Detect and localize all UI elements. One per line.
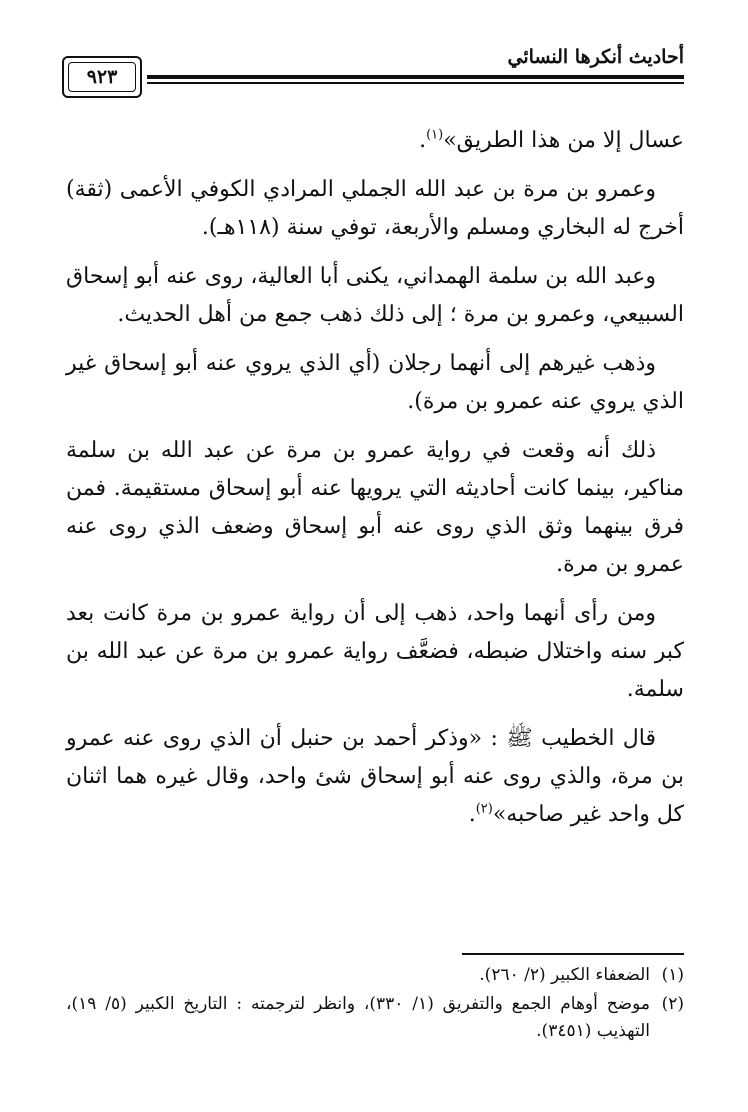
paragraph-7: قال الخطيب ﷺ : «وذكر أحمد بن حنبل أن الذي روى عنه عمرو بن مرة، والذي روى عنه أبو إسحاق شئ واحد، وقال غيره هما اثنان كل واحد غير صاحبه»$^{(٢)}$. <box>66 726 684 827</box>
paragraph-5: ذلك أنه وقعت في رواية عمرو بن مرة عن عبد الله بن سلمة مناكير، بينما كانت أحاديثه التي يرويها عنه أبو إسحاق مستقيمة. فمن فرق بينهما وثق الذي روى عنه أبو إسحاق وضعف الذي روى عنه عمرو بن مرة. <box>66 438 684 577</box>
paragraph-2: وعمرو بن مرة بن عبد الله الجملي المرادي الكوفي الأعمى (ثقة) أخرج له البخاري ومسلم والأربعة، توفي سنة (١١٨هـ). <box>66 177 684 240</box>
footnotes <box>66 962 684 1047</box>
footnote-number: (١) <box>661 965 684 985</box>
footnote-2 <box>66 991 684 1045</box>
running-title: أحاديث أنكرها النسائي <box>507 46 684 68</box>
footnote-1 <box>66 962 684 989</box>
paragraph-4: وذهب غيرهم إلى أنهما رجلان (أي الذي يروي عنه أبو إسحاق غير الذي يروي عنه عمرو بن مرة). <box>66 351 684 414</box>
header-rule-thick <box>147 75 684 79</box>
page-number-frame <box>62 56 142 98</box>
footnote-ref-1: (١) <box>426 127 444 143</box>
paragraph-3: وعبد الله بن سلمة الهمداني، يكنى أبا العالية، روى عنه أبو إسحاق السبيعي، وعمرو بن مرة ؛ إلى ذلك ذهب جمع من أهل الحديث. <box>66 264 684 327</box>
page-header <box>62 44 684 114</box>
body-text <box>66 122 684 845</box>
footnote-ref-2: (٢) <box>475 801 493 817</box>
header-rule-thin <box>147 82 684 84</box>
footnote-separator <box>462 953 684 955</box>
page-number: ٩٢٣ <box>68 62 136 92</box>
paragraph-1: عسال إلا من هذا الطريق»$^{(١)}$. <box>419 127 684 153</box>
paragraph-6: ومن رأى أنهما واحد، ذهب إلى أن رواية عمرو بن مرة كانت بعد كبر سنه واختلال ضبطه، فضعَّف رواية عمرو بن مرة عن عبد الله بن سلمة. <box>66 601 684 702</box>
footnote-text: موضح أوهام الجمع والتفريق (١/ ٣٣٠)، وانظر لترجمته : التاريخ الكبير (٥/ ١٩)، التهذيب (٣٤٥١). <box>66 994 651 1041</box>
footnote-number: (٢) <box>661 994 684 1014</box>
footnote-text: الضعفاء الكبير (٢/ ٢٦٠). <box>479 965 650 985</box>
